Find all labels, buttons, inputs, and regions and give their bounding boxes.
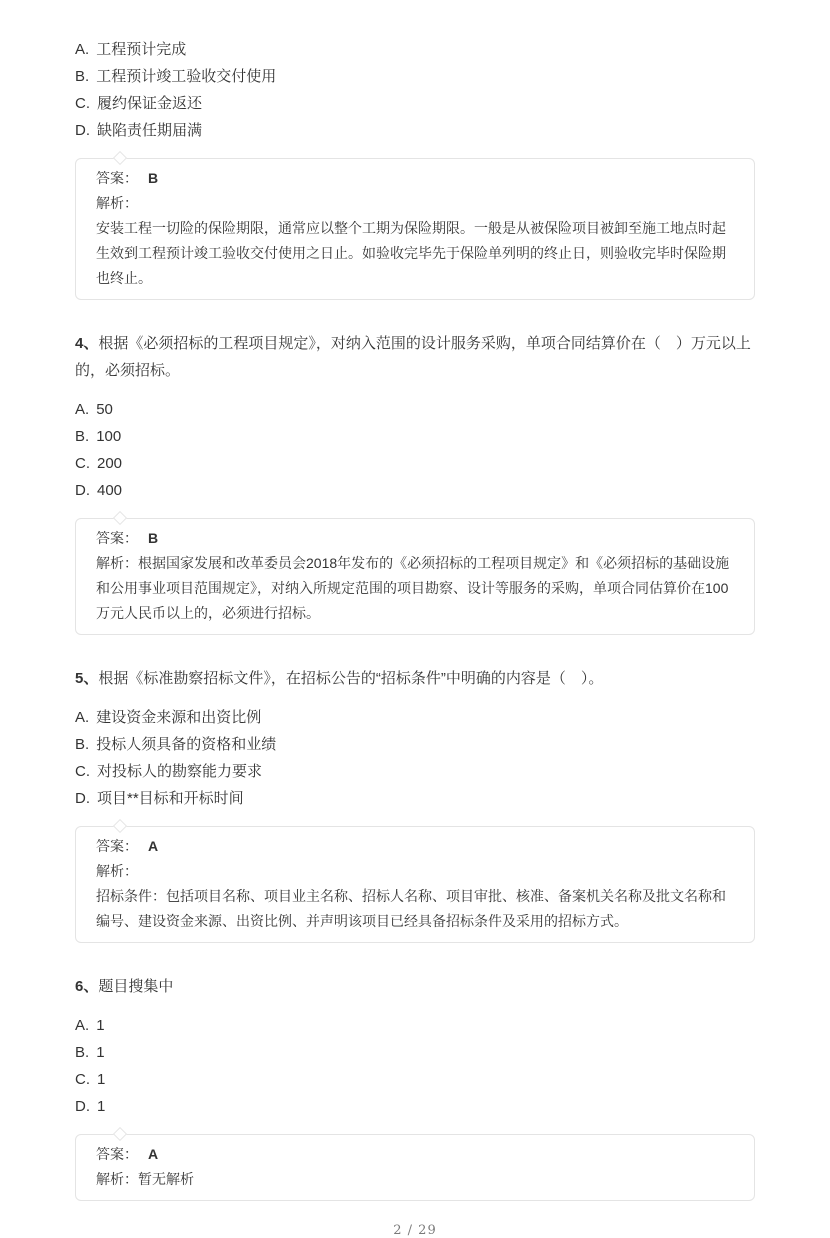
- question-5: [75, 665, 755, 692]
- answer-line: [96, 834, 734, 859]
- option-d: [75, 785, 755, 812]
- answer-line: [96, 526, 734, 551]
- option-a: [75, 704, 755, 731]
- option-a: [75, 1012, 755, 1039]
- option-text: 100: [96, 428, 122, 445]
- option-label: D.: [75, 790, 90, 807]
- option-label: A.: [75, 41, 90, 58]
- answer-value: B: [148, 170, 159, 186]
- question-text: 根据《必须招标的工程项目规定》，对纳入范围的设计服务采购，单项合同结算价在（ ）万元以上的，必须招标。: [75, 335, 751, 379]
- answer-box-1: [75, 158, 755, 300]
- option-label: C.: [75, 455, 90, 472]
- option-label: D.: [75, 482, 90, 499]
- option-label: D.: [75, 122, 90, 139]
- option-b: [75, 1039, 755, 1066]
- option-text: 1: [96, 1044, 105, 1061]
- option-text: 1: [96, 1017, 105, 1034]
- answer-label: 答案：: [96, 1146, 138, 1162]
- option-label: A.: [75, 401, 90, 418]
- pointer-diamond-icon: [113, 819, 127, 833]
- question-4: [75, 330, 755, 384]
- answer-line: [96, 1142, 734, 1167]
- answer-box-2: [75, 518, 755, 635]
- option-text: 1: [97, 1098, 106, 1115]
- option-text: 投标人须具备的资格和业绩: [96, 736, 277, 753]
- option-label: D.: [75, 1098, 90, 1115]
- option-text: 400: [97, 482, 123, 499]
- option-text: 项目**目标和开标时间: [97, 790, 244, 807]
- option-text: 缺陷责任期届满: [97, 122, 203, 139]
- question-number: 6、: [75, 978, 99, 995]
- analysis-label: 解析：: [96, 1171, 138, 1187]
- option-label: B.: [75, 736, 90, 753]
- option-text: 建设资金来源和出资比例: [96, 709, 262, 726]
- option-text: 工程预计完成: [96, 41, 187, 58]
- pointer-diamond-icon: [113, 151, 127, 165]
- question-text: 根据《标准勘察招标文件》，在招标公告的“招标条件”中明确的内容是（ ）。: [98, 670, 604, 687]
- pointer-diamond-icon: [113, 511, 127, 525]
- option-d: [75, 117, 755, 144]
- question-number: 5、: [75, 670, 99, 687]
- option-label: C.: [75, 1071, 90, 1088]
- analysis-text: 招标条件：包括项目名称、项目业主名称、招标人名称、项目审批、核准、备案机关名称及批文名称和编号、建设资金来源、出资比例、并声明该项目已经具备招标条件及采用的招标方式。: [96, 888, 726, 929]
- option-b: [75, 423, 755, 450]
- option-b: [75, 63, 755, 90]
- option-d: [75, 477, 755, 504]
- question-4-options: [75, 396, 755, 504]
- option-text: 200: [97, 455, 123, 472]
- option-label: C.: [75, 763, 90, 780]
- question-5-options: [75, 704, 755, 812]
- answer-label: 答案：: [96, 530, 138, 546]
- answer-line: [96, 166, 734, 191]
- analysis-label: 解析：: [96, 195, 138, 211]
- answer-label: 答案：: [96, 838, 138, 854]
- answer-value: A: [148, 838, 159, 854]
- question-number: 4、: [75, 335, 99, 352]
- option-c: [75, 90, 755, 117]
- analysis-text: 暂无解析: [138, 1171, 194, 1187]
- option-d: [75, 1093, 755, 1120]
- question-6-options: [75, 1012, 755, 1120]
- analysis-text: 根据国家发展和改革委员会2018年发布的《必须招标的工程项目规定》和《必须招标的基础设施和公用事业项目范围规定》，对纳入所规定范围的项目勘察、设计等服务的采购，单项合同估算价在100万元人民币以上的，必须进行招标。: [96, 555, 730, 621]
- option-text: 履约保证金返还: [97, 95, 203, 112]
- option-c: [75, 1066, 755, 1093]
- option-label: B.: [75, 428, 90, 445]
- page-number-indicator: 2 / 29: [393, 1223, 437, 1238]
- answer-value: B: [148, 530, 159, 546]
- option-text: 对投标人的勘察能力要求: [97, 763, 263, 780]
- option-label: A.: [75, 1017, 90, 1034]
- analysis-line: [96, 551, 734, 626]
- option-a: [75, 36, 755, 63]
- option-label: B.: [75, 68, 90, 85]
- option-c: [75, 758, 755, 785]
- option-c: [75, 450, 755, 477]
- option-a: [75, 396, 755, 423]
- answer-box-4: [75, 1134, 755, 1201]
- answer-box-3: [75, 826, 755, 943]
- carryover-options: [75, 36, 755, 144]
- question-text: 题目搜集中: [98, 978, 174, 995]
- analysis-line: [96, 1167, 734, 1192]
- option-label: C.: [75, 95, 90, 112]
- answer-label: 答案：: [96, 170, 138, 186]
- option-text: 50: [96, 401, 113, 418]
- option-label: A.: [75, 709, 90, 726]
- option-b: [75, 731, 755, 758]
- analysis-label: 解析：: [96, 863, 138, 879]
- option-text: 1: [97, 1071, 106, 1088]
- analysis-label: 解析：: [96, 555, 138, 571]
- pointer-diamond-icon: [113, 1127, 127, 1141]
- analysis-text: 安装工程一切险的保险期限，通常应以整个工期为保险期限。一般是从被保险项目被卸至施工地点时起生效到工程预计竣工验收交付使用之日止。如验收完毕先于保险单列明的终止日，则验收完毕时保险期也终止。: [96, 220, 726, 286]
- question-6: [75, 973, 755, 1000]
- option-text: 工程预计竣工验收交付使用: [96, 68, 277, 85]
- answer-value: A: [148, 1146, 159, 1162]
- option-label: B.: [75, 1044, 90, 1061]
